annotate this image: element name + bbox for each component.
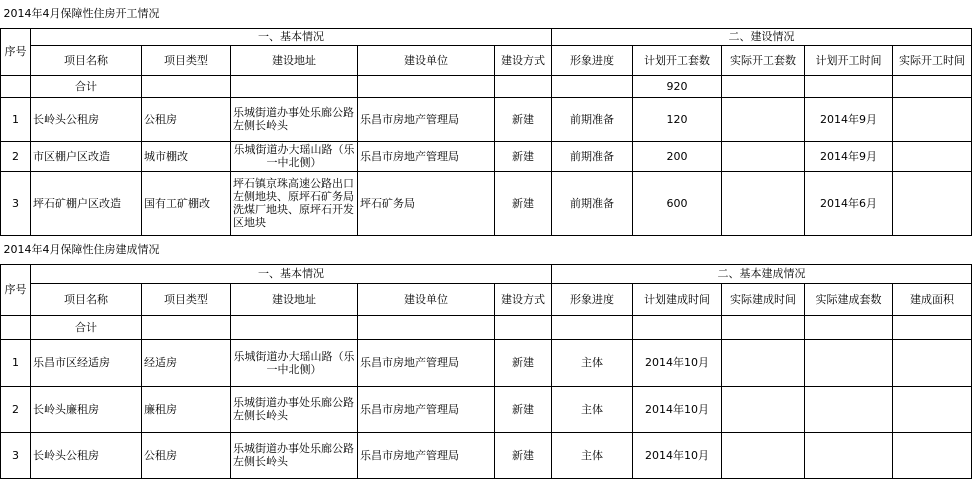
row-planned-sets: 120	[633, 97, 722, 141]
header-type: 项目类型	[142, 283, 231, 315]
row-project-name: 长岭头廉租房	[31, 386, 142, 432]
empty-cell	[552, 315, 633, 339]
header-actual-sets: 实际开工套数	[722, 45, 805, 75]
table-row	[1, 141, 972, 171]
header-address: 建设地址	[231, 283, 358, 315]
row-project-name: 市区棚户区改造	[31, 141, 142, 171]
row-project-name: 乐昌市区经适房	[31, 339, 142, 386]
row-progress: 主体	[552, 386, 633, 432]
empty-cell	[231, 75, 358, 97]
header-seq: 序号	[1, 28, 31, 75]
header-actual-time: 实际建成时间	[722, 283, 805, 315]
empty-cell	[722, 75, 805, 97]
row-actual-time	[893, 141, 972, 171]
row-actual-sets	[722, 171, 805, 235]
row-planned-time: 2014年9月	[805, 97, 893, 141]
row-planned-time: 2014年10月	[633, 339, 722, 386]
total-label: 合计	[31, 75, 142, 97]
row-project-type: 廉租房	[142, 386, 231, 432]
row-actual-time	[893, 97, 972, 141]
empty-cell	[495, 75, 552, 97]
row-progress: 主体	[552, 432, 633, 478]
section-title: 2014年4月保障性住房开工情况	[3, 7, 160, 21]
header-actual-time: 实际开工时间	[893, 45, 972, 75]
construction-completion-table	[0, 236, 972, 479]
row-build-method: 新建	[495, 171, 552, 235]
row-builder: 坪石矿务局	[358, 171, 495, 235]
empty-cell	[358, 315, 495, 339]
row-planned-time: 2014年10月	[633, 386, 722, 432]
row-actual-sets	[805, 339, 893, 386]
header-method: 建设方式	[495, 45, 552, 75]
header-area: 建成面积	[893, 283, 972, 315]
empty-cell	[893, 315, 972, 339]
row-progress: 主体	[552, 339, 633, 386]
row-seq: 3	[1, 171, 31, 235]
header-name: 项目名称	[31, 283, 142, 315]
total-row	[1, 75, 972, 97]
row-actual-time	[722, 339, 805, 386]
row-address: 乐城街道办大瑶山路（乐一中北侧）	[231, 141, 358, 171]
table-row	[1, 386, 972, 432]
empty-cell	[1, 315, 31, 339]
row-planned-sets: 200	[633, 141, 722, 171]
empty-cell	[1, 75, 31, 97]
construction-start-table	[0, 0, 972, 236]
row-build-method: 新建	[495, 97, 552, 141]
row-actual-time	[722, 432, 805, 478]
header-unit: 建设单位	[358, 45, 495, 75]
row-project-name: 坪石矿棚户区改造	[31, 171, 142, 235]
row-address: 乐城街道办事处乐廊公路左侧长岭头	[231, 97, 358, 141]
empty-cell	[142, 315, 231, 339]
row-area	[893, 386, 972, 432]
row-address: 坪石镇京珠高速公路出口左侧地块、原坪石矿务局洗煤厂地块、原坪石开发区地块	[231, 171, 358, 235]
row-planned-time: 2014年9月	[805, 141, 893, 171]
header-actual-sets: 实际建成套数	[805, 283, 893, 315]
row-seq: 1	[1, 97, 31, 141]
empty-cell	[495, 315, 552, 339]
row-seq: 1	[1, 339, 31, 386]
table-row	[1, 171, 972, 235]
row-address: 乐城街道办大瑶山路（乐一中北侧）	[231, 339, 358, 386]
row-project-type: 公租房	[142, 432, 231, 478]
header-unit: 建设单位	[358, 283, 495, 315]
total-planned-sets: 920	[633, 75, 722, 97]
table-row	[1, 97, 972, 141]
row-actual-sets	[722, 141, 805, 171]
row-project-type: 经适房	[142, 339, 231, 386]
empty-cell	[805, 315, 893, 339]
header-seq: 序号	[1, 264, 31, 315]
empty-cell	[805, 75, 893, 97]
row-builder: 乐昌市房地产管理局	[358, 432, 495, 478]
row-address: 乐城街道办事处乐廊公路左侧长岭头	[231, 432, 358, 478]
empty-cell	[231, 315, 358, 339]
section-title: 2014年4月保障性住房建成情况	[3, 243, 160, 257]
row-project-type: 公租房	[142, 97, 231, 141]
empty-cell	[633, 315, 722, 339]
header-progress: 形象进度	[552, 283, 633, 315]
row-seq: 2	[1, 141, 31, 171]
header-planned-time: 计划建成时间	[633, 283, 722, 315]
empty-cell	[893, 75, 972, 97]
table-row	[1, 339, 972, 386]
row-build-method: 新建	[495, 432, 552, 478]
header-address: 建设地址	[231, 45, 358, 75]
row-builder: 乐昌市房地产管理局	[358, 339, 495, 386]
group-header-build: 二、基本建成情况	[552, 264, 972, 283]
empty-cell	[722, 315, 805, 339]
header-type: 项目类型	[142, 45, 231, 75]
row-builder: 乐昌市房地产管理局	[358, 141, 495, 171]
row-area	[893, 432, 972, 478]
empty-cell	[552, 75, 633, 97]
row-build-method: 新建	[495, 386, 552, 432]
row-actual-time	[893, 171, 972, 235]
row-actual-sets	[722, 97, 805, 141]
row-planned-time: 2014年6月	[805, 171, 893, 235]
row-progress: 前期准备	[552, 141, 633, 171]
header-method: 建设方式	[495, 283, 552, 315]
row-builder: 乐昌市房地产管理局	[358, 386, 495, 432]
empty-cell	[142, 75, 231, 97]
row-planned-time: 2014年10月	[633, 432, 722, 478]
row-progress: 前期准备	[552, 171, 633, 235]
group-header-build: 二、建设情况	[552, 28, 972, 45]
row-build-method: 新建	[495, 141, 552, 171]
group-header-basic: 一、基本情况	[31, 264, 552, 283]
row-address: 乐城街道办事处乐廊公路左侧长岭头	[231, 386, 358, 432]
row-project-type: 国有工矿棚改	[142, 171, 231, 235]
header-planned-sets: 计划开工套数	[633, 45, 722, 75]
row-actual-sets	[805, 432, 893, 478]
row-area	[893, 339, 972, 386]
header-name: 项目名称	[31, 45, 142, 75]
row-actual-sets	[805, 386, 893, 432]
header-progress: 形象进度	[552, 45, 633, 75]
total-row	[1, 315, 972, 339]
row-seq: 3	[1, 432, 31, 478]
row-builder: 乐昌市房地产管理局	[358, 97, 495, 141]
table-row	[1, 432, 972, 478]
row-seq: 2	[1, 386, 31, 432]
row-planned-sets: 600	[633, 171, 722, 235]
row-project-type: 城市棚改	[142, 141, 231, 171]
row-build-method: 新建	[495, 339, 552, 386]
empty-cell	[358, 75, 495, 97]
row-progress: 前期准备	[552, 97, 633, 141]
row-project-name: 长岭头公租房	[31, 432, 142, 478]
total-label: 合计	[31, 315, 142, 339]
header-planned-time: 计划开工时间	[805, 45, 893, 75]
row-project-name: 长岭头公租房	[31, 97, 142, 141]
group-header-basic: 一、基本情况	[31, 28, 552, 45]
row-actual-time	[722, 386, 805, 432]
